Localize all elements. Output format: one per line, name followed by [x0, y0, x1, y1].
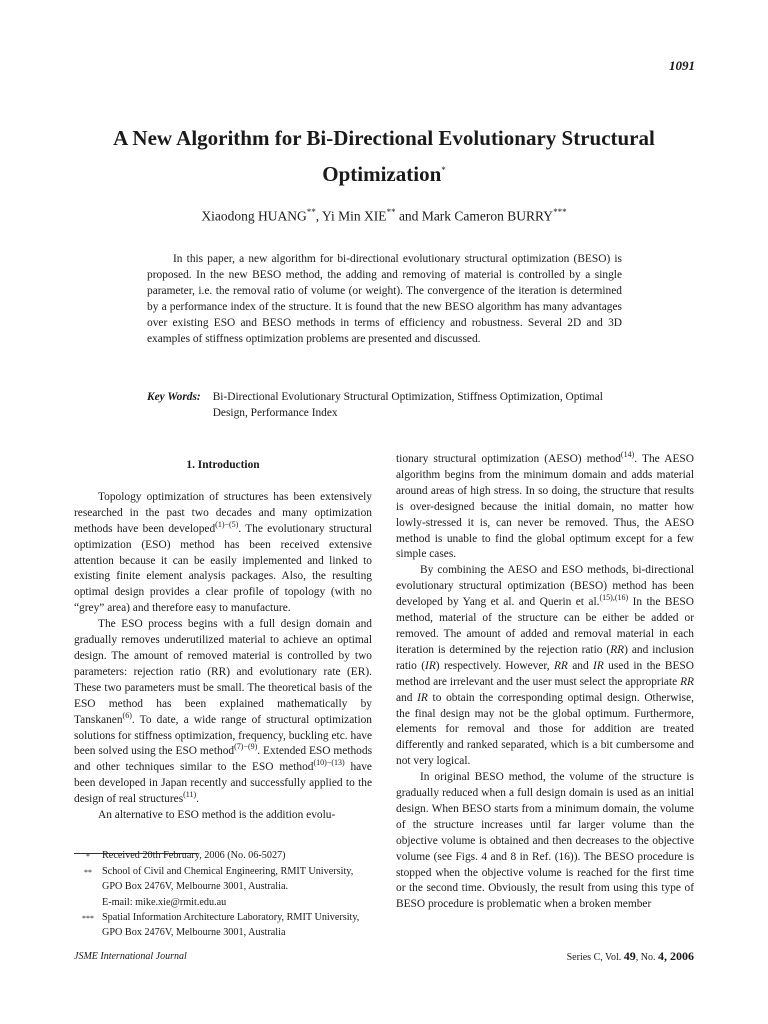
citation: (11)	[183, 790, 197, 800]
citation: (7)−(9)	[234, 742, 258, 752]
journal-name: JSME International Journal	[74, 951, 187, 962]
author-3: Mark Cameron BURRY	[421, 208, 554, 224]
symbol-rr: RR	[680, 675, 694, 688]
issue-volume: 49	[623, 949, 636, 963]
footnote-mark: ***	[82, 913, 94, 923]
symbol-ir: IR	[425, 659, 436, 672]
citation: (14)	[620, 450, 635, 460]
left-column	[74, 452, 372, 824]
citation: (6)	[122, 710, 132, 720]
issue-number: 4	[658, 949, 664, 963]
paragraph	[74, 490, 372, 617]
text-run: ) respectively. However,	[435, 659, 554, 672]
citation: (1)−(5)	[215, 519, 239, 529]
footnote-affiliation-1	[74, 864, 372, 910]
footnote-text	[102, 864, 372, 910]
section-heading-introduction: 1. Introduction	[186, 459, 260, 471]
author-2-mark: **	[386, 207, 396, 217]
title-text: A New Algorithm for Bi-Directional Evolutionary Structural Optimization	[113, 126, 655, 186]
author-2: Yi Min XIE	[322, 208, 387, 224]
symbol-rr: RR	[610, 643, 625, 656]
text-run: have been developed in Japan recently and successfully applied to the design of real structures	[74, 761, 372, 806]
footnote-received	[74, 848, 372, 864]
symbol-ir: IR	[417, 691, 428, 704]
text-run: The ESO process begins with a full design domain and gradually removes underutilized material to achieve an optimal design. The amount of removed material is controlled by two parameters: rejection ratio (RR) and evolutionary rate (ER). These two parameters must be small. The theoretical basis of the ESO method has been explained mathematically by Tanskanen	[74, 618, 372, 726]
footnote-address: School of Civil and Chemical Engineering, RMIT University, GPO Box 2476V, Melbourne 3001, Australia.	[102, 866, 354, 893]
author-1-mark: **	[306, 207, 316, 217]
text-run: By combining the AESO and ESO methods, bi-directional evolutionary structural optimization (BESO) method has been developed by Yang et al. and Querin et al.	[396, 564, 694, 609]
paragraph	[74, 617, 372, 808]
title-footnote-mark: *	[441, 165, 446, 175]
author-and: and	[398, 208, 419, 224]
text-run: Topology optimization of structures has been extensively researched in the past two decades and many optimization methods have been developed	[74, 490, 372, 535]
text-run: . Extended ESO methods and other techniques similar to the ESO method	[74, 745, 373, 774]
author-3-mark: ***	[553, 207, 567, 217]
paragraph: An alternative to ESO method is the addition evolu-	[98, 809, 336, 822]
footnote-mark: *	[86, 852, 90, 861]
keywords-text: Bi-Directional Evolutionary Structural Optimization, Stiffness Optimization, Optimal Design, Performance Index	[212, 391, 603, 420]
text-run: to obtain the corresponding optimal design. Otherwise, the final design may not be the global optimum. Furthermore, elements for removal and those for addition are treated differently and ranked separated, which is a bit cumbersome and not very logical.	[396, 691, 694, 768]
issue-no-label: , No.	[635, 952, 656, 963]
citation: (15),(16)	[599, 593, 629, 603]
paragraph	[396, 563, 694, 770]
text-run: . The evolutionary structural optimization (ESO) method has been received extensive attention because it can be easily implemented and linked to existing finite element analysis packages. Also, the resulting optimal design provides a clear profile of topology (with no “grey” area) and therefore easy to manufacture.	[74, 522, 372, 615]
issue-series: Series C, Vol.	[566, 952, 622, 963]
right-column	[396, 452, 694, 913]
footnote-mark: **	[84, 868, 92, 878]
footnote-email: E-mail: mike.xie@rmit.edu.au	[102, 896, 227, 908]
footnote-text: Spatial Information Architecture Laboratory, RMIT University, GPO Box 2476V, Melbourne 3001, Australia	[102, 911, 360, 939]
text-run: .	[196, 793, 200, 806]
text-run: ) and inclusion ratio (	[396, 643, 694, 672]
keywords-label: Key Words:	[147, 391, 201, 403]
paper-title	[60, 122, 708, 190]
abstract: In this paper, a new algorithm for bi-directional evolutionary structural optimization (BESO) is proposed. In the new BESO method, the adding and removing of material is controlled by a single parameter, i.e. the removal ratio of volume (or weight). The convergence of the iteration is determined by a performance index of the structure. It is found that the new BESO algorithm has many advantages over existing ESO and BESO methods in terms of efficiency and robustness. Several 2D and 3D examples of stiffness optimization problems are presented and discussed.	[147, 253, 622, 346]
symbol-rr: RR	[553, 659, 568, 672]
text-run: In the BESO method, material of the structure can be either be added or removed. The amount of added and removal material in each iteration is determined by the rejection ratio (	[396, 596, 694, 656]
footnotes	[74, 848, 372, 940]
issue-year: , 2006	[664, 949, 694, 963]
text-run: . The AESO algorithm begins from the minimum domain and adds material around areas of high stress. In so doing, the structure that results is over-designed because the initial domain, no matter how lowly-stressed it is, can never be removed. Thus, the AESO method is unable to find the global optimum except for a few simple cases.	[396, 453, 694, 561]
author-1: Xiaodong HUANG	[201, 208, 307, 224]
footnote-text: Received 20th February, 2006 (No. 06-5027)	[102, 850, 286, 861]
text-run: and	[396, 691, 418, 704]
footnote-affiliation-2	[74, 910, 372, 940]
author-list: Xiaodong HUANG**, Yi Min XIE** and Mark Cameron BURRY***	[201, 207, 567, 224]
symbol-ir: IR	[593, 659, 604, 672]
page-number: 1091	[669, 58, 695, 73]
text-run: and	[567, 659, 594, 672]
citation: (10)−(13)	[313, 758, 345, 768]
text-run: used in the BESO method are irrelevant and the user must select the appropriate	[396, 659, 694, 688]
text-run: . To date, a wide range of structural optimization solutions for stiffness optimization, frequency, buckling etc. have been solved using the ESO method	[74, 713, 372, 758]
journal-issue	[567, 949, 694, 964]
paragraph	[396, 452, 694, 563]
keywords	[147, 389, 622, 421]
text-run: tionary structural optimization (AESO) method	[396, 453, 621, 465]
paragraph: In original BESO method, the volume of the structure is gradually reduced when a full design domain is used as an initial design. When BESO starts from a minimum domain, the volume of the structure increases until far larger volume than the objective volume is obtained and then decreases to the objective volume (see Figs. 4 and 8 in Ref. (16)). The BESO procedure is stopped when the objective volume is reached for the first time or the second time. Obviously, the result from using this type of BESO procedure is problematic when a broken member	[396, 771, 694, 911]
